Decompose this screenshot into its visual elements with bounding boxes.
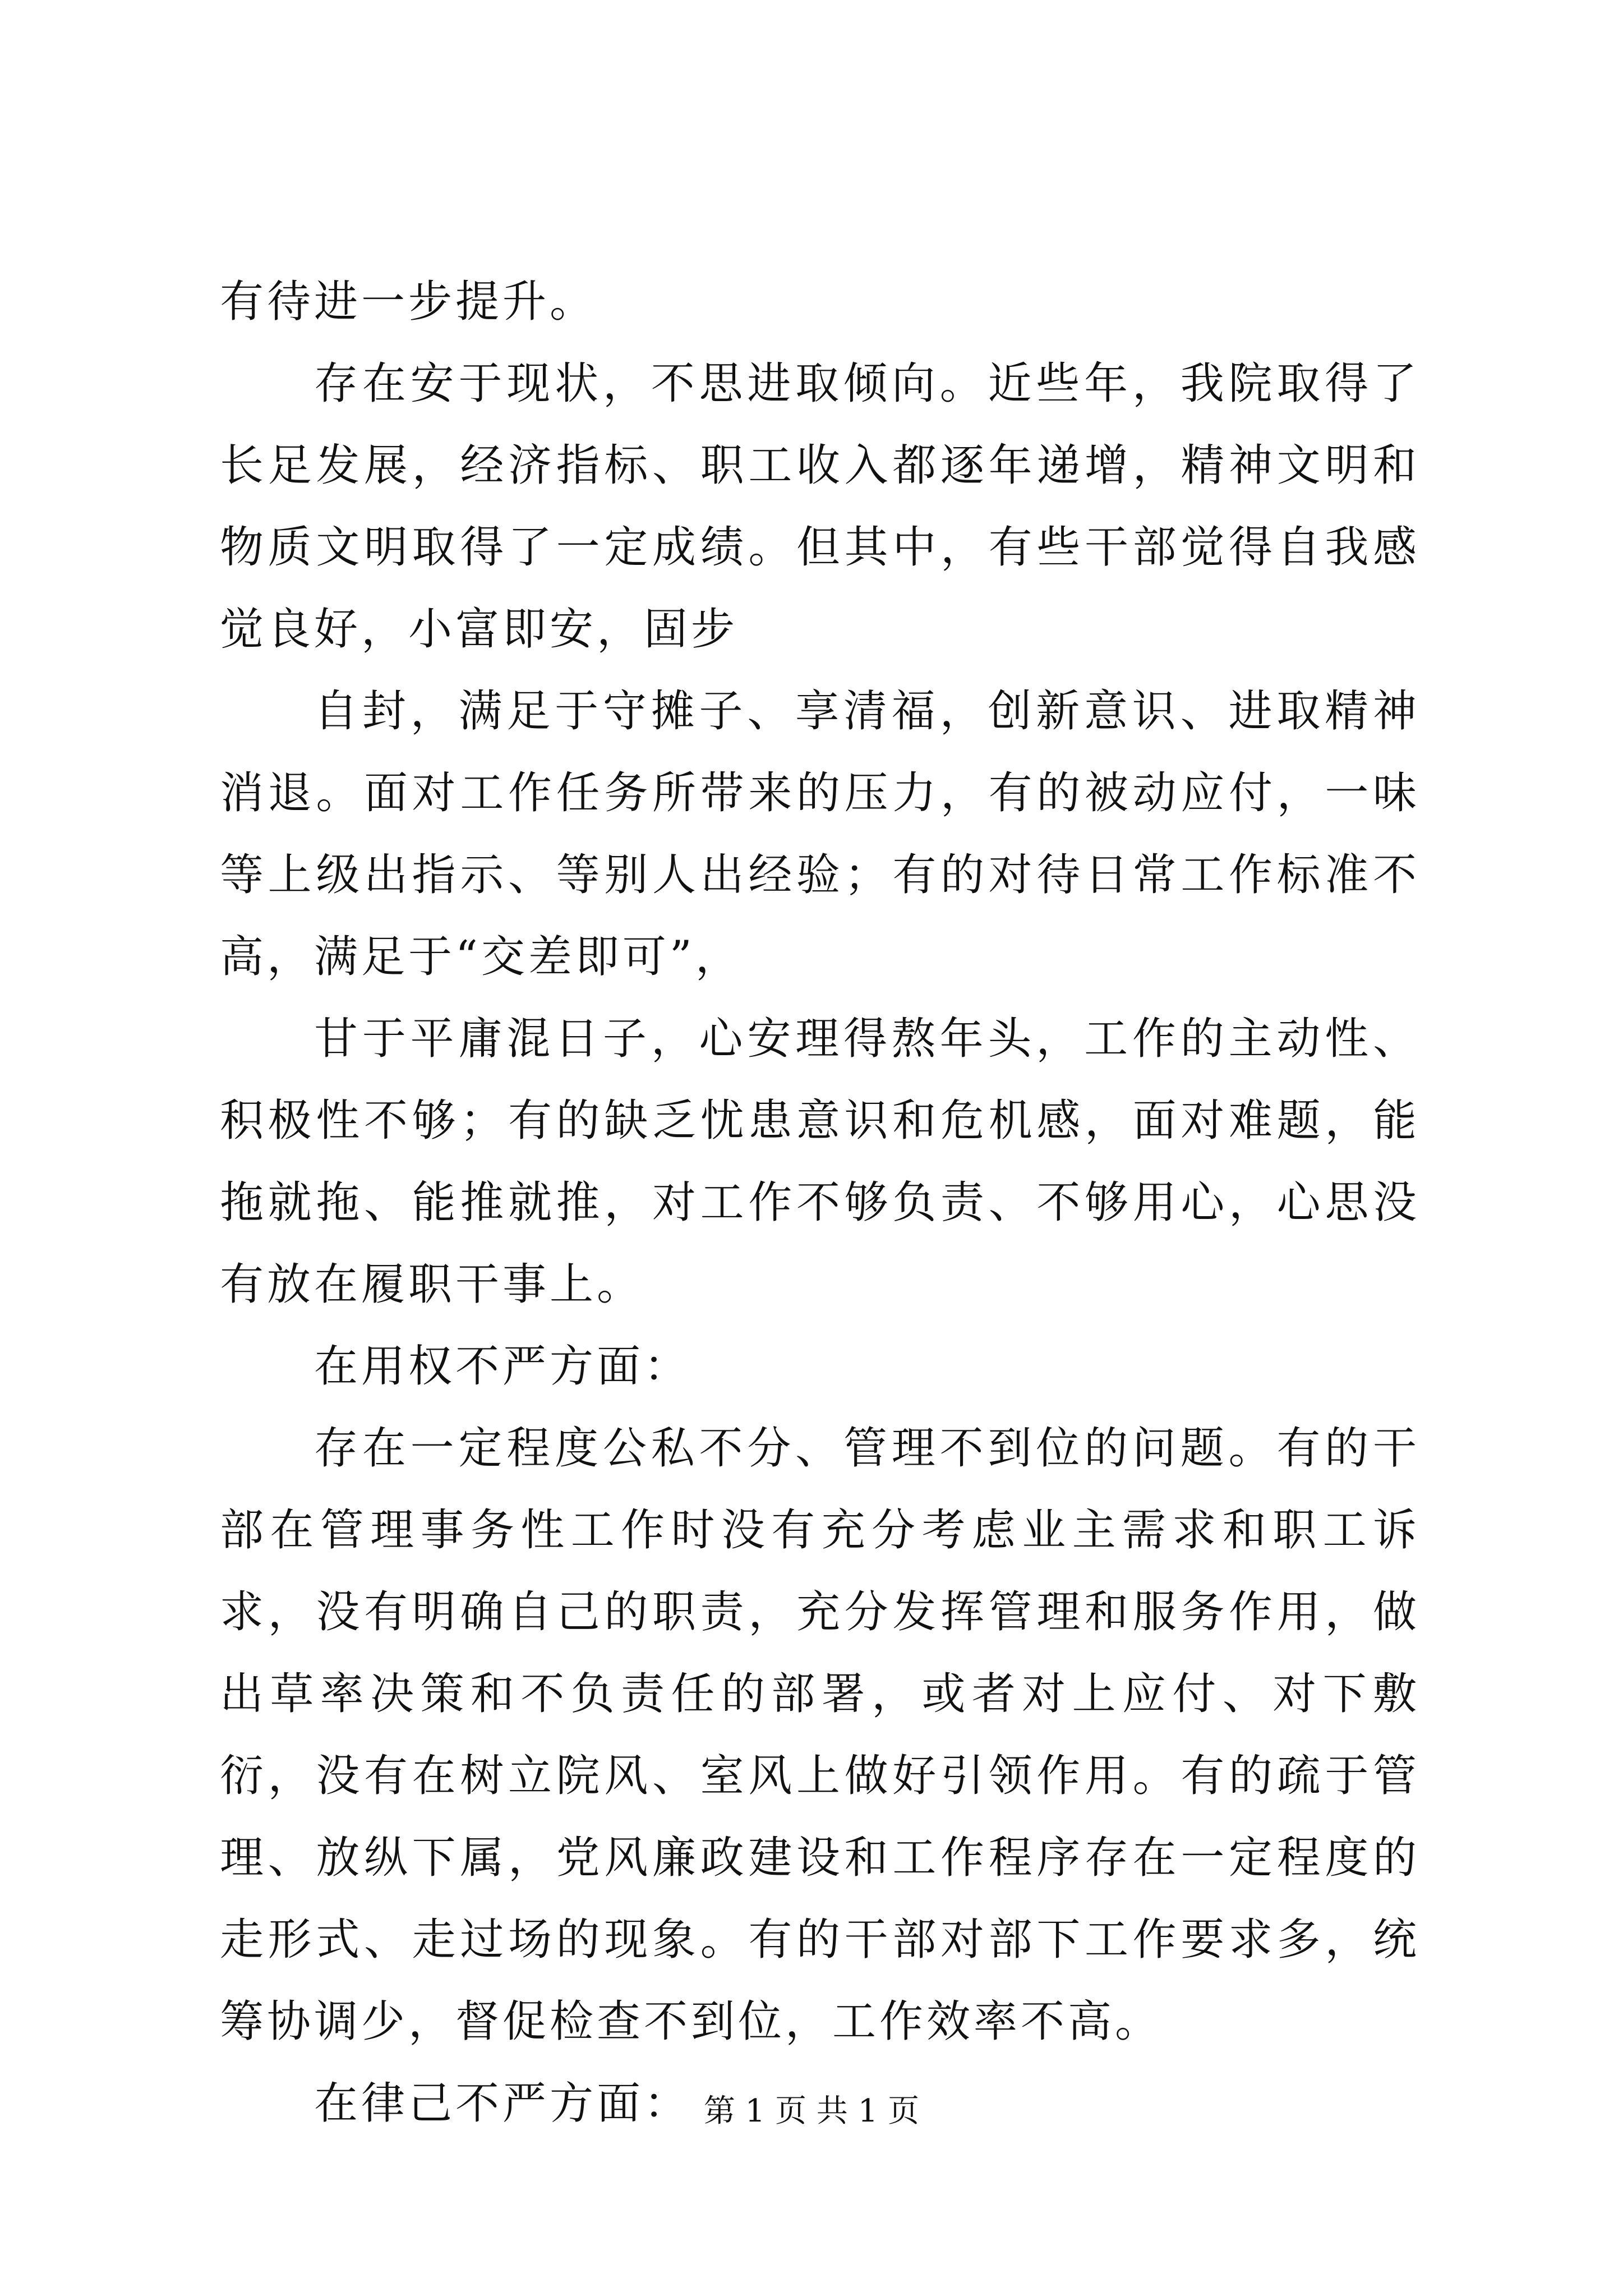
document-body — [220, 261, 1420, 2145]
paragraph: 存在一定程度公私不分、管理不到位的问题。有的干部在管理事务性工作时没有充分考虑业主需求和职工诉求，没有明确自己的职责，充分发挥管理和服务作用，做出草率决策和不负责任的部署，或者对上应付、对下敷衍，没有在树立院风、室风上做好引领作用。有的疏于管理、放纵下属，党风廉政建设和工作程序存在一定程度的走形式、走过场的现象。有的干部对部下工作要求多，统筹协调少，督促检查不到位，工作效率不高。 — [220, 1423, 1420, 2047]
section-heading: 在律己不严方面： — [314, 2078, 691, 2129]
page-number-label: 第 1 页 共 1 页 — [703, 2093, 920, 2129]
paragraph: 自封，满足于守摊子、享清福，创新意识、进取精神消退。面对工作任务所带来的压力，有的被动应付，一味等上级出指示、等别人出经验；有的对待日常工作标准不高，满足于“交差即可”， — [220, 686, 1420, 982]
paragraph: 存在安于现状，不思进取倾向。近些年，我院取得了长足发展，经济指标、职工收入都逐年递增，精神文明和物质文明取得了一定成绩。但其中，有些干部觉得自我感觉良好，小富即安，固步 — [220, 358, 1420, 655]
paragraph: 有待进一步提升。 — [220, 277, 597, 327]
section-heading: 在用权不严方面： — [314, 1341, 691, 1392]
page-footer — [0, 2089, 1623, 2134]
paragraph: 甘于平庸混日子，心安理得熬年头，工作的主动性、积极性不够；有的缺乏忧患意识和危机感，面对难题，能拖就拖、能推就推，对工作不够负责、不够用心，心思没有放在履职干事上。 — [220, 1014, 1420, 1310]
